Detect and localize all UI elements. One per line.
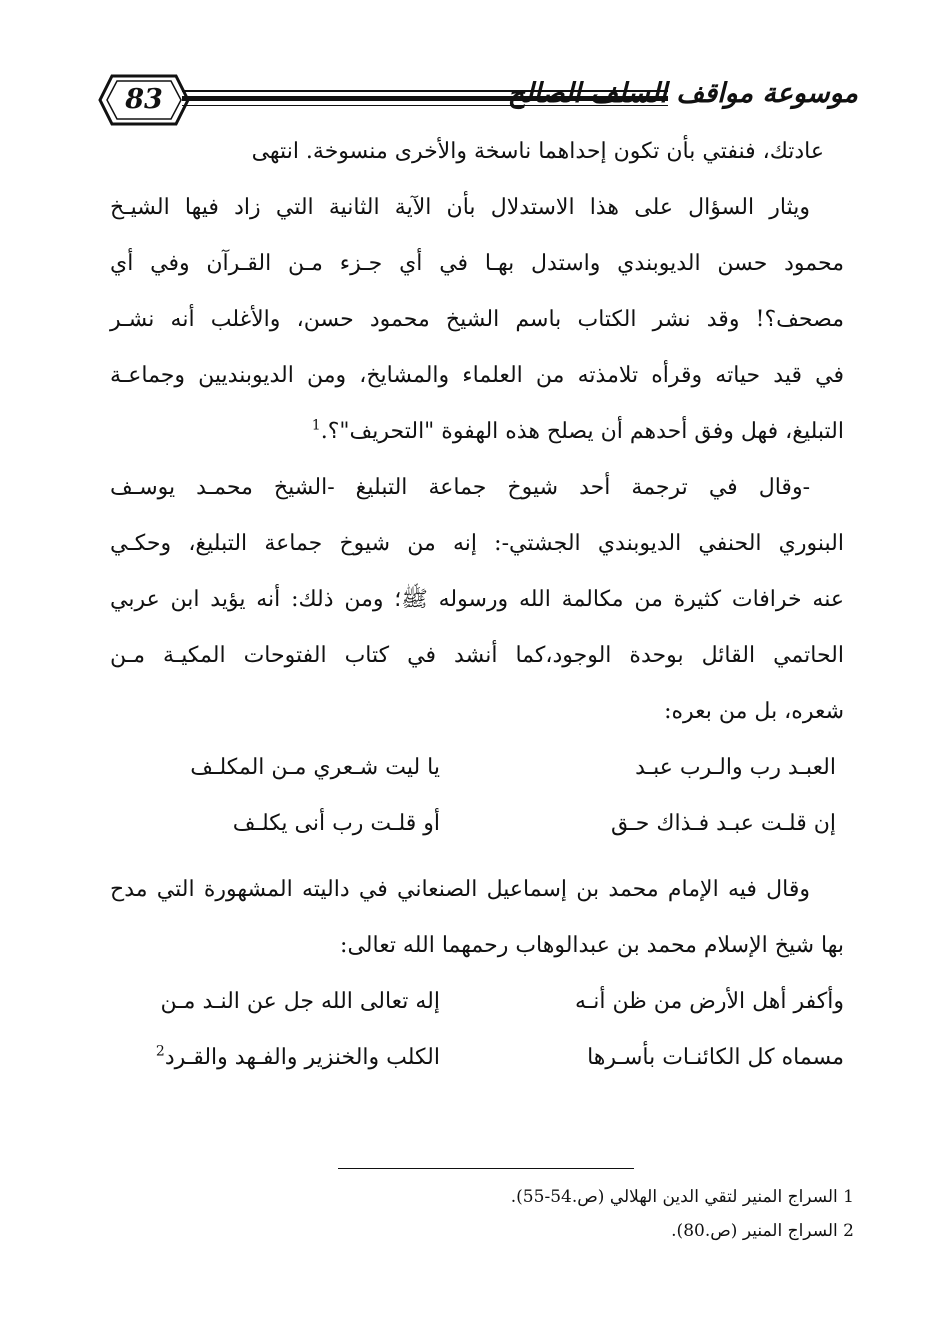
footnote-1: 1 السراج المنير لتقي الدين الهلالي (ص.54-55). [510, 1187, 854, 1207]
verse-hemistich-right: وأكفر أهل الأرض من ظن أنـه [575, 989, 844, 1014]
verse-hemistich-left: أو قلـت رب أنى يكلـف [232, 811, 440, 836]
text-line-4: مصحف؟! وقد نشر الكتاب باسم الشيخ محمود حسن، والأغلب أنه نشـر [110, 307, 844, 332]
text-line-1: عادتك، فنفتي بأن تكون إحداهما ناسخة والأخرى منسوخة. انتهى [251, 139, 824, 164]
footnotes [110, 1168, 854, 1248]
verse-hemistich-left [110, 1030, 440, 1086]
verse-row [110, 796, 844, 852]
text-line-12: وقال فيه الإمام محمد بن إسماعيل الصنعاني في داليته المشهورة التي مدح [110, 877, 810, 902]
header-title: موسوعة مواقف السلف الصالح [507, 78, 858, 109]
text-line-7: -وقال في ترجمة أحد شيوخ جماعة التبليغ -الشيخ محمـد يوسـف [110, 475, 811, 500]
verse-hemistich-right: إن قلـت عبـد فـذاك حـق [611, 811, 836, 836]
text-line-5: في قيد حياته وقرأه تلامذته من العلماء والمشايخ، ومن الديوبنديين وجماعـة [110, 363, 844, 388]
page-number-badge [98, 72, 190, 128]
text-line-6-body: التبليغ، فهل وفق أحدهم أن يصلح هذه الهفوة "التحريف"؟. [320, 419, 844, 444]
footnote-ref-1: 1 [311, 417, 321, 434]
text-line-10: الحاتمي القائل بوحدة الوجود،كما أنشد في كتاب الفتوحات المكيـة مـن [110, 643, 844, 668]
verse-hemistich-right: مسماه كل الكائنـات بأسـرها [587, 1045, 844, 1070]
footnote-2: 2 السراج المنير (ص.80). [671, 1221, 854, 1241]
verse-hemistich-left: يا ليت شـعري مـن المكلـف [190, 755, 440, 780]
text-line-3: محمود حسن الديوبندي واستدل بهـا في أي جـزء مـن القـرآن وفي أي [110, 251, 844, 276]
page-number: 83 [125, 84, 163, 115]
text-line-8: البنوري الحنفي الديوبندي الجشتي-: إنه من شيوخ جماعة التبليغ، وحكـي [110, 531, 844, 556]
text-line-9: عنه خرافات كثيرة من مكالمة الله ورسوله ﷺ؛ ومن ذلك: أنه يؤيد ابن عربي [110, 587, 844, 612]
text-line-13: بها شيخ الإسلام محمد بن عبدالوهاب رحمهما الله تعالى: [340, 933, 844, 958]
text-line-11: شعره، بل من بعره: [664, 699, 844, 724]
verse-row [110, 1030, 844, 1086]
text-line-6 [110, 404, 844, 460]
verse-hemistich-left-text: الكلب والخنزير والفـهد والقـرد [164, 1045, 440, 1070]
footnote-ref-2: 2 [155, 1043, 165, 1060]
main-text [110, 124, 844, 1086]
verse-row [110, 740, 844, 796]
text-line-2: ويثار السؤال على هذا الاستدلال بأن الآية الثانية التي زاد فيها الشيـخ [110, 195, 810, 220]
verse-hemistich-right: العبـد رب والـرب عبـد [635, 755, 836, 780]
verse-hemistich-left: إله تعالى الله جل عن النـد مـن [160, 989, 440, 1014]
verse-row [110, 974, 844, 1030]
